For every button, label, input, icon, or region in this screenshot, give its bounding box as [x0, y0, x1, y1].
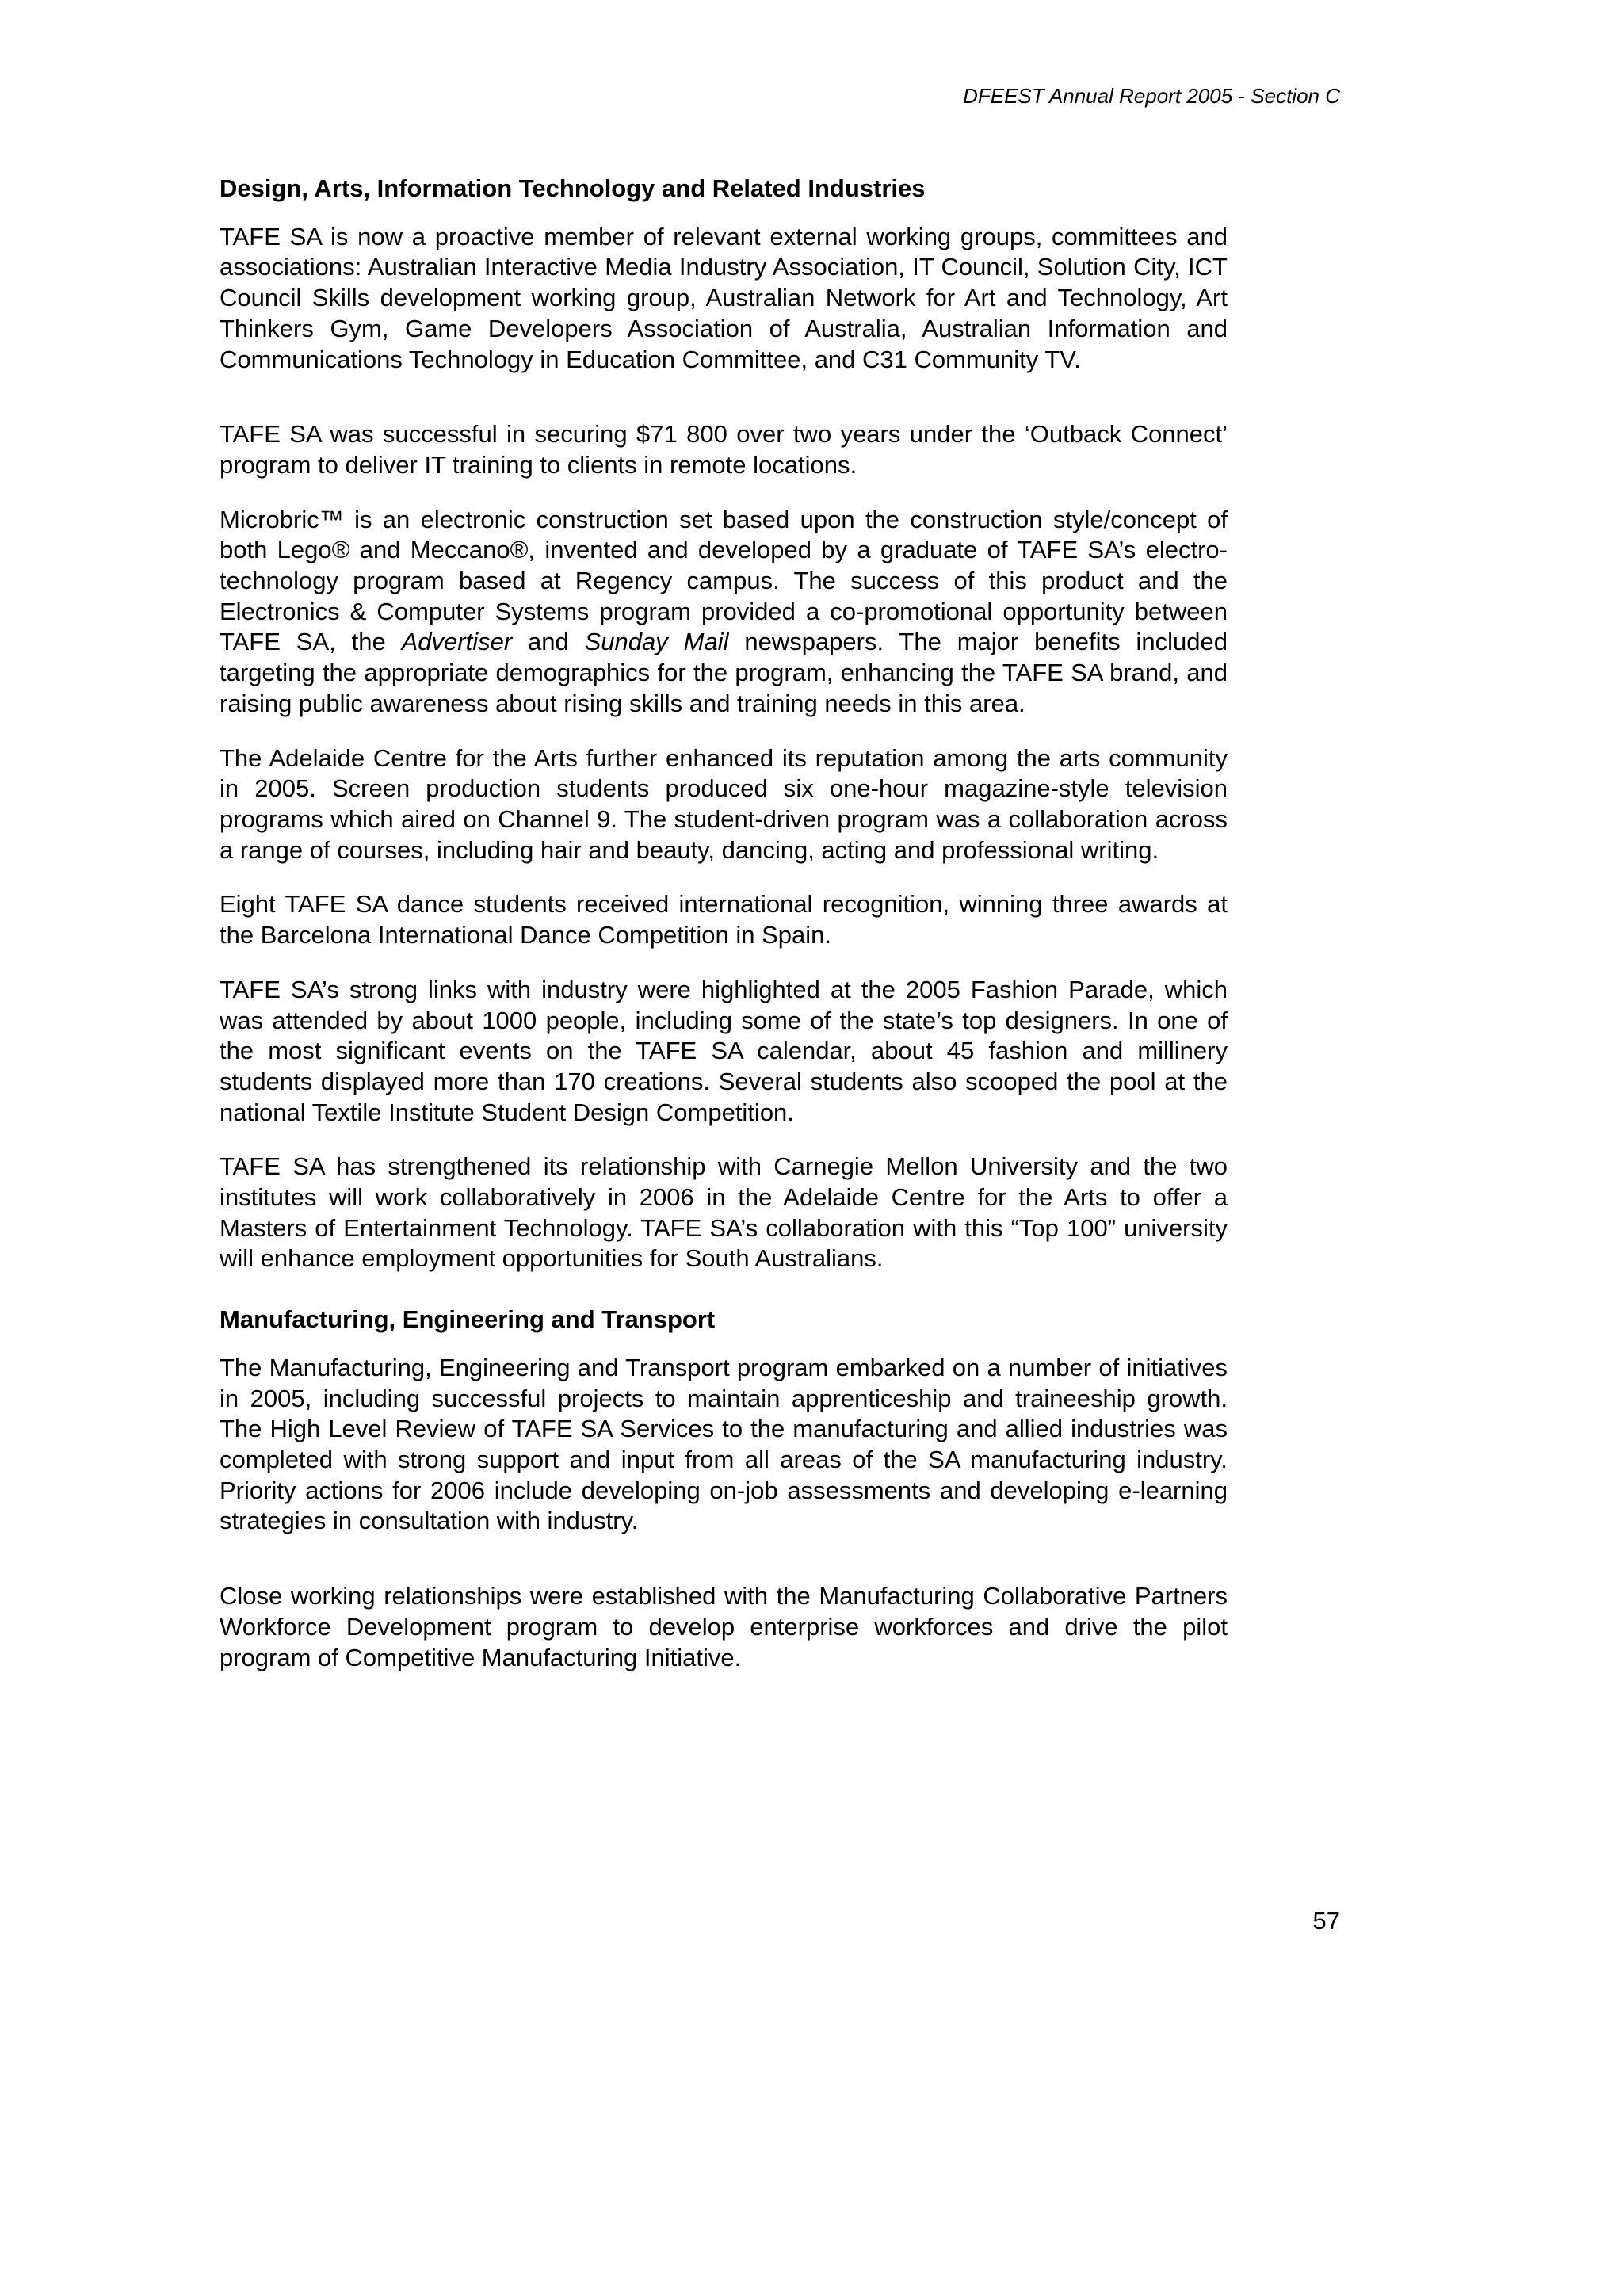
- advertiser-title: Advertiser: [401, 628, 513, 656]
- paragraph-external-groups: TAFE SA is now a proactive member of relevant external working groups, committees and associations: Australian Interactive Media Industry Association, IT Council, Solution City, ICT Council Skills development working group, Australian Network for Art and Technology, Art Thinkers Gym, Game Developers Association of Australia, Australian Information and Communications Technology in Education Committee, and C31 Community TV.: [220, 222, 1228, 373]
- paragraph-adelaide-centre-arts: The Adelaide Centre for the Arts further enhanced its reputation among the arts community in 2005. Screen production students produced six one-hour magazine-style television programs which aired on Channel 9. The student-driven program was a collaboration across a range of courses, including hair and beauty, dancing, acting and professional writing.: [220, 743, 1228, 864]
- paragraph-manufacturing-initiatives: The Manufacturing, Engineering and Transport program embarked on a number of initiatives in 2005, including successful projects to maintain apprenticeship and traineeship growth. The High Level Review of TAFE SA Services to the manufacturing and allied industries was completed with strong support and input from all areas of the SA manufacturing industry. Priority actions for 2006 include developing on-job assessments and developing e-learning strategies in consultation with industry.: [220, 1353, 1228, 1535]
- paragraph-dance-students: Eight TAFE SA dance students received international recognition, winning three awards at the Barcelona International Dance Competition in Spain.: [220, 890, 1228, 949]
- paragraph-carnegie-mellon: TAFE SA has strengthened its relationship with Carnegie Mellon University and the two institutes will work collaboratively in 2006 in the Adelaide Centre for the Arts to offer a Masters of Entertainment Technology. TAFE SA’s collaboration with this “Top 100” university will enhance employment opportunities for South Australians.: [220, 1152, 1228, 1273]
- running-header: DFEEST Annual Report 2005 - Section C: [963, 84, 1340, 108]
- section-heading-manufacturing: Manufacturing, Engineering and Transport: [220, 1305, 716, 1334]
- microbric-text-end: newspapers. The major benefits included targeting the appropriate demographics for the program, enhancing the TAFE SA brand, and raising public awareness about rising skills and training needs in this area.: [220, 628, 1228, 717]
- paragraph-collaborative-partners: Close working relationships were established with the Manufacturing Collaborative Partners Workforce Development program to develop enterprise workforces and drive the pilot program of Competitive Manufacturing Initiative.: [220, 1582, 1228, 1671]
- microbric-text-and: and: [512, 628, 585, 656]
- paragraph-microbric: [220, 505, 1228, 720]
- microbric-text-start: Microbric™ is an electronic construction set based upon the construction style/concept of both Lego® and Meccano®, invented and developed by a graduate of TAFE SA’s electro-technology program based at Regency campus. The success of this product and the Electronics & Computer Systems program provided a co-promotional opportunity between TAFE SA, the: [220, 505, 1228, 656]
- section-heading-design-arts-it: Design, Arts, Information Technology and Related Industries: [220, 174, 926, 202]
- paragraph-fashion-parade: TAFE SA’s strong links with industry were highlighted at the 2005 Fashion Parade, which was attended by about 1000 people, including some of the state’s top designers. In one of the most significant events on the TAFE SA calendar, about 45 fashion and millinery students displayed more than 170 creations. Several students also scooped the pool at the national Textile Institute Student Design Competition.: [220, 975, 1228, 1126]
- paragraph-outback-connect: TAFE SA was successful in securing $71 800 over two years under the ‘Outback Connect’ program to deliver IT training to clients in remote locations.: [220, 420, 1228, 479]
- page-body: [220, 174, 1228, 1697]
- page-number: 57: [1312, 1907, 1340, 1935]
- sunday-mail-title: Sunday Mail: [584, 628, 729, 656]
